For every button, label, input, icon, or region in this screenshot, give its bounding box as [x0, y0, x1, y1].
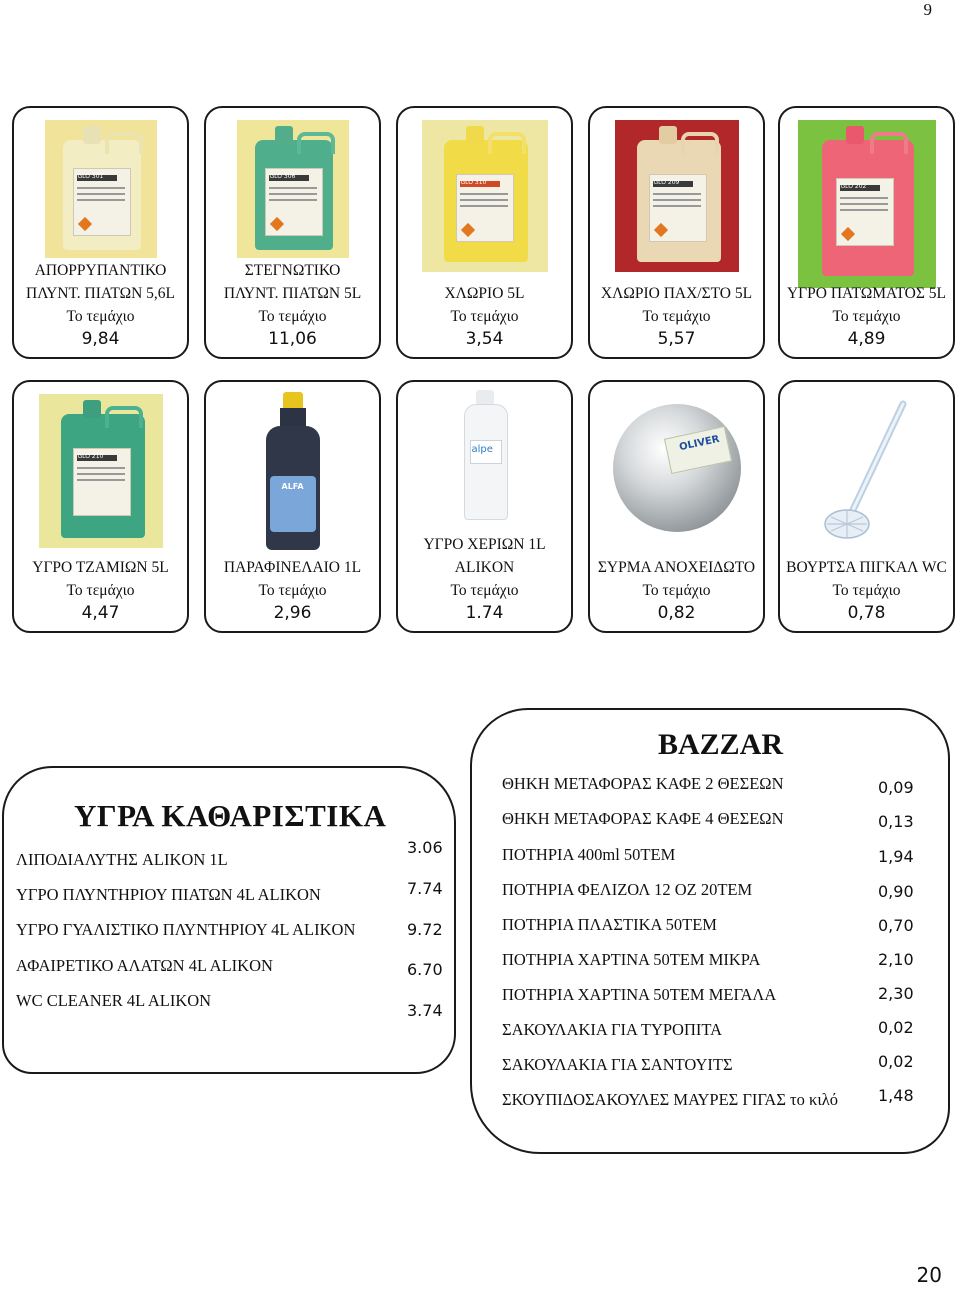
product-unit: Το τεμάχιο: [832, 582, 901, 599]
product-card-hand-soap: [396, 380, 573, 633]
product-unit: Το τεμάχιο: [832, 308, 901, 325]
product-name: ΥΓΡΟ ΤΖΑΜΙΩΝ 5L: [32, 559, 169, 576]
product-unit: Το τεμάχιο: [450, 582, 519, 599]
bazzar-item-price: 2,10: [878, 950, 914, 969]
bottle-label-text: ALFA: [281, 482, 304, 491]
bazzar-item-name: ΣΑΚΟΥΛΑΚΙΑ ΓΙΑ ΣΑΝΤΟΥΙΤΣ: [502, 1055, 733, 1074]
product-name: ΠΑΡΑΦΙΝΕΛΑΙΟ 1L: [223, 559, 362, 576]
bazzar-title: BAZZAR: [658, 728, 784, 761]
product-name: ΠΛΥΝΤ. ΠΙΑΤΩΝ 5L: [223, 285, 362, 302]
detergent-jug-image: [45, 120, 157, 258]
toilet-brush-icon: [817, 396, 917, 546]
product-card-thick-bleach: [588, 106, 765, 359]
bazzar-item-price: 0,13: [878, 812, 914, 831]
product-card-steel-wool: [588, 380, 765, 633]
product-name: ΧΛΩΡΙΟ 5L: [444, 285, 525, 302]
bazzar-item-name: ΣΑΚΟΥΛΑΚΙΑ ΓΙΑ ΤΥΡΟΠΙΤΑ: [502, 1020, 723, 1039]
jug-label-text: GLO 301: [77, 173, 104, 180]
cleaning-item-name: ΑΦΑΙΡΕΤΙΚΟ ΑΛΑΤΩΝ 4L ALIKON: [16, 956, 273, 975]
cleaning-liquids-panel: [2, 766, 456, 1074]
product-unit: Το τεμάχιο: [642, 582, 711, 599]
product-unit: Το τεμάχιο: [66, 582, 135, 599]
product-name: ΣΤΕΓΝΩΤΙΚΟ: [244, 262, 341, 279]
bazzar-item-price: 2,30: [878, 984, 914, 1003]
product-price: 3,54: [465, 329, 504, 349]
bazzar-panel: [470, 708, 950, 1154]
product-name: ΥΓΡΟ ΠΑΤΩΜΑΤΟΣ 5L: [786, 285, 946, 302]
product-card-paraffin-oil: [204, 380, 381, 633]
paraffin-bottle-image: [258, 392, 328, 552]
bazzar-item-name: ΠΟΤΗΡΙΑ ΠΛΑΣΤΙΚΑ 50TEM: [502, 915, 717, 934]
product-price: 2,96: [273, 603, 312, 623]
toilet-brush-image: [817, 396, 917, 546]
rinse-aid-jug-image: [237, 120, 349, 258]
product-name: ΥΓΡΟ ΧΕΡΙΩΝ 1L: [423, 536, 546, 553]
jug-label-text: GLO 310: [460, 179, 487, 186]
page-number-top: 9: [923, 0, 932, 19]
cleaning-item-name: ΥΓΡΟ ΓΥΑΛΙΣΤΙΚΟ ΠΛΥΝΤΗΡΙΟΥ 4L ALIKON: [16, 920, 356, 939]
steel-wool-image: [613, 404, 741, 532]
cleaning-item-price: 3.06: [407, 838, 443, 857]
product-name: ΧΛΩΡΙΟ ΠΑΧ/ΣΤΟ 5L: [600, 285, 753, 302]
bazzar-item-name: ΠΟΤΗΡΙΑ ΧΑΡΤΙΝΑ 50TEM ΜΙΚΡΑ: [502, 950, 761, 969]
thick-bleach-jug-image: [615, 120, 739, 272]
product-name: ΠΛΥΝΤ. ΠΙΑΤΩΝ 5,6L: [26, 285, 175, 302]
product-name: ΣΥΡΜΑ ΑΝΟΧΕΙΔΩΤΟ: [597, 559, 756, 576]
cleaning-item-name: ΛΙΠΟΔΙΑΛΥΤΗΣ ALIKON 1L: [16, 850, 228, 869]
cleaning-item-name: ΥΓΡΟ ΠΛΥΝΤΗΡΙΟΥ ΠΙΑΤΩΝ 4L ALIKON: [16, 885, 321, 904]
bazzar-item-price: 0,09: [878, 778, 914, 797]
product-unit: Το τεμάχιο: [258, 582, 327, 599]
product-unit: Το τεμάχιο: [450, 308, 519, 325]
glass-cleaner-jug-image: [39, 394, 163, 548]
bazzar-item-price: 0,70: [878, 916, 914, 935]
product-price: 4,89: [847, 329, 886, 349]
hand-soap-bottle-image: [460, 390, 510, 520]
bazzar-item-name: ΠΟΤΗΡΙΑ ΧΑΡΤΙΝΑ 50TEM ΜΕΓΑΛΑ: [502, 985, 777, 1004]
bazzar-item-name: ΘΗΚΗ ΜΕΤΑΦΟΡΑΣ ΚΑΦΕ 4 ΘΕΣΕΩΝ: [502, 809, 784, 828]
bazzar-item-name: ΠΟΤΗΡΙΑ 400ml 50TEM: [502, 845, 676, 864]
product-price: 11,06: [268, 329, 317, 349]
cleaning-title: ΥΓΡΑ ΚΑΘΑΡΙΣΤΙΚΑ: [74, 798, 387, 833]
bazzar-item-price: 0,02: [878, 1052, 914, 1071]
product-price: 1.74: [465, 603, 504, 623]
product-price: 9,84: [81, 329, 120, 349]
cleaning-item-price: 7.74: [407, 879, 443, 898]
jug-label-text: GLO 202: [840, 183, 867, 190]
bazzar-item-price: 1,94: [878, 847, 914, 866]
cleaning-item-price: 3.74: [407, 1001, 443, 1020]
bazzar-item-name: ΘΗΚΗ ΜΕΤΑΦΟΡΑΣ ΚΑΦΕ 2 ΘΕΣΕΩΝ: [502, 774, 784, 793]
product-card-bleach: [396, 106, 573, 359]
bazzar-item-price: 0,90: [878, 882, 914, 901]
cleaning-item-price: 6.70: [407, 960, 443, 979]
product-price: 0,82: [657, 603, 696, 623]
package-label-text: OLIVER: [677, 433, 721, 454]
bazzar-item-name: ΣΚΟΥΠΙΔΟΣΑΚΟΥΛΕΣ ΜΑΥΡΕΣ ΓΙΓΑΣ το κιλό: [502, 1090, 839, 1109]
jug-label-text: GLO 306: [269, 173, 296, 180]
bazzar-item-price: 0,02: [878, 1018, 914, 1037]
product-unit: Το τεμάχιο: [642, 308, 711, 325]
product-name: ΑΠΟΡΡΥΠΑΝΤΙΚΟ: [34, 262, 167, 279]
product-name: ALIKON: [454, 559, 515, 576]
jug-label-text: GLO 210: [77, 453, 104, 460]
product-card-floor-cleaner: [778, 106, 955, 359]
product-unit: Το τεμάχιο: [66, 308, 135, 325]
product-price: 4,47: [81, 603, 120, 623]
bazzar-item-name: ΠΟΤΗΡΙΑ ΦΕΛΙΖΟΛ 12 OZ 20TEM: [502, 880, 753, 899]
bazzar-item-price: 1,48: [878, 1086, 914, 1105]
product-card-dish-detergent: [12, 106, 189, 359]
cleaning-item-name: WC CLEANER 4L ALIKON: [16, 991, 212, 1010]
product-name: ΒΟΥΡΤΣΑ ΠΙΓΚΑΛ WC: [786, 559, 947, 576]
product-card-rinse-aid: [204, 106, 381, 359]
floor-cleaner-jug-image: [798, 120, 936, 288]
product-card-glass-cleaner: [12, 380, 189, 633]
page-number-bottom: 20: [916, 1263, 942, 1287]
product-price: 5,57: [657, 329, 696, 349]
jug-label-text: GLO 209: [653, 179, 680, 186]
product-card-toilet-brush: [778, 380, 955, 633]
bleach-jug-image: [422, 120, 548, 272]
bottle-label-text: alpe: [471, 444, 493, 455]
product-unit: Το τεμάχιο: [258, 308, 327, 325]
product-price: 0,78: [847, 603, 886, 623]
cleaning-item-price: 9.72: [407, 920, 443, 939]
